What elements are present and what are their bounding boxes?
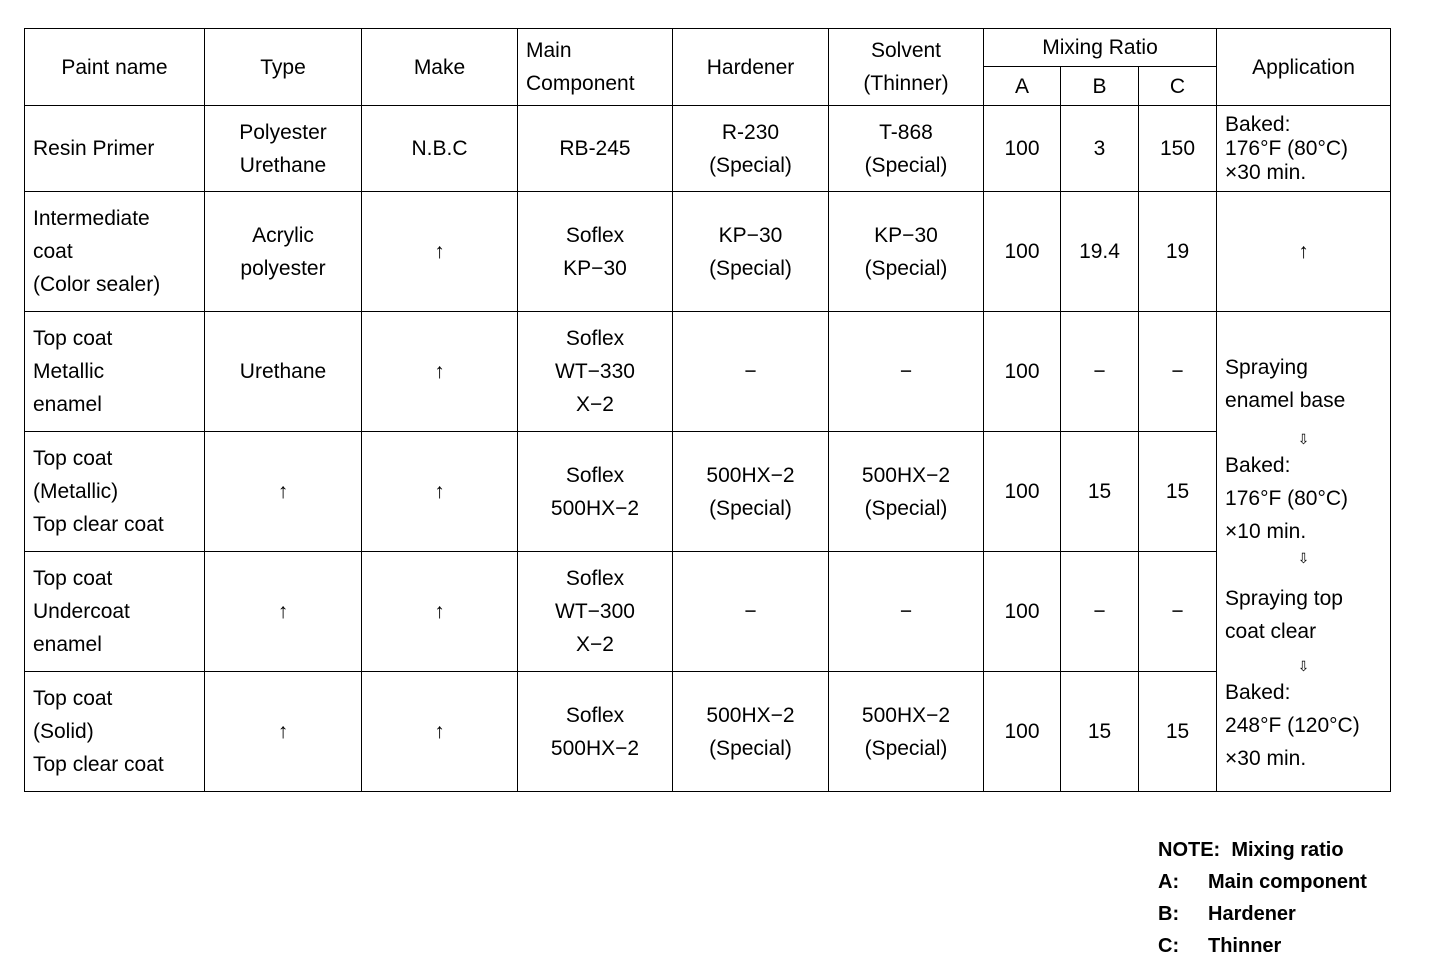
table-row (25, 672, 1391, 792)
cell-paint-name: Resin Primer (25, 106, 205, 192)
cell-ratio-a: 100 (984, 192, 1061, 312)
cell-solvent: 500HX−2 (Special) (829, 432, 984, 552)
header-paint-name: Paint name (25, 29, 205, 106)
cell-type: ↑ (205, 432, 362, 552)
cell-ratio-b: 19.4 (1061, 192, 1139, 312)
cell-make: ↑ (362, 432, 518, 552)
table-row (25, 432, 1391, 552)
note-item-a (1158, 866, 1367, 898)
cell-ratio-a: 100 (984, 432, 1061, 552)
table-row (25, 106, 1391, 192)
down-arrow-icon: ⇩ (1297, 657, 1310, 674)
note-key: C: (1158, 935, 1180, 957)
cell-ratio-b: − (1061, 312, 1139, 432)
cell-application: ↑ (1217, 192, 1391, 312)
cell-make: ↑ (362, 552, 518, 672)
paint-table (24, 28, 1391, 792)
cell-ratio-c: − (1139, 312, 1217, 432)
cell-hardener: KP−30 (Special) (673, 192, 829, 312)
cell-paint-name: Top coat Metallic enamel (25, 312, 205, 432)
cell-main-component: Soflex 500HX−2 (518, 672, 673, 792)
cell-ratio-c: 150 (1139, 106, 1217, 192)
note-item-b (1158, 898, 1367, 930)
cell-hardener: 500HX−2 (Special) (673, 432, 829, 552)
cell-paint-name: Top coat (Solid) Top clear coat (25, 672, 205, 792)
cell-ratio-c: 19 (1139, 192, 1217, 312)
table-row (25, 552, 1391, 672)
note-title: NOTE: Mixing ratio (1158, 839, 1344, 861)
cell-main-component: Soflex KP−30 (518, 192, 673, 312)
cell-solvent: 500HX−2 (Special) (829, 672, 984, 792)
cell-ratio-b: 15 (1061, 672, 1139, 792)
cell-type: ↑ (205, 672, 362, 792)
cell-make: ↑ (362, 312, 518, 432)
table-row (25, 192, 1391, 312)
header-type: Type (205, 29, 362, 106)
down-arrow-icon: ⇩ (1297, 430, 1310, 447)
application-step-spraying-base: Spraying enamel base (1225, 355, 1346, 412)
mixing-ratio-note (1158, 834, 1367, 962)
cell-main-component: Soflex 500HX−2 (518, 432, 673, 552)
cell-ratio-c: − (1139, 552, 1217, 672)
header-application: Application (1217, 29, 1391, 106)
cell-hardener: 500HX−2 (Special) (673, 672, 829, 792)
cell-type: Polyester Urethane (205, 106, 362, 192)
table-row (25, 312, 1391, 432)
application-step-baked-120c: Baked: 248°F (120°C) ×30 min. (1225, 680, 1360, 770)
down-arrow-icon: ⇩ (1297, 549, 1310, 566)
cell-ratio-c: 15 (1139, 432, 1217, 552)
cell-solvent: KP−30 (Special) (829, 192, 984, 312)
cell-ratio-a: 100 (984, 106, 1061, 192)
cell-main-component: RB-245 (518, 106, 673, 192)
cell-hardener: − (673, 312, 829, 432)
cell-make: ↑ (362, 192, 518, 312)
note-value: Hardener (1208, 903, 1296, 925)
application-step-baked-80c: Baked: 176°F (80°C) ×10 min. (1225, 453, 1349, 543)
cell-main-component: Soflex WT−330 X−2 (518, 312, 673, 432)
cell-hardener: R-230 (Special) (673, 106, 829, 192)
header-solvent: Solvent (Thinner) (829, 29, 984, 106)
application-step-spraying-clear: Spraying top coat clear (1225, 586, 1343, 643)
cell-solvent: T-868 (Special) (829, 106, 984, 192)
cell-ratio-b: 15 (1061, 432, 1139, 552)
cell-ratio-a: 100 (984, 552, 1061, 672)
cell-paint-name: Intermediate coat (Color sealer) (25, 192, 205, 312)
cell-main-component: Soflex WT−300 X−2 (518, 552, 673, 672)
cell-paint-name: Top coat (Metallic) Top clear coat (25, 432, 205, 552)
cell-ratio-b: − (1061, 552, 1139, 672)
cell-ratio-b: 3 (1061, 106, 1139, 192)
cell-make: N.B.C (362, 106, 518, 192)
cell-type: ↑ (205, 552, 362, 672)
header-ratio-b: B (1061, 67, 1139, 106)
note-key: B: (1158, 903, 1180, 925)
cell-make: ↑ (362, 672, 518, 792)
note-value: Thinner (1208, 935, 1282, 957)
note-value: Main component (1208, 871, 1367, 893)
cell-ratio-a: 100 (984, 312, 1061, 432)
cell-solvent: − (829, 552, 984, 672)
header-hardener: Hardener (673, 29, 829, 106)
cell-hardener: − (673, 552, 829, 672)
cell-ratio-c: 15 (1139, 672, 1217, 792)
cell-type: Urethane (205, 312, 362, 432)
cell-paint-name: Top coat Undercoat enamel (25, 552, 205, 672)
header-ratio-a: A (984, 67, 1061, 106)
note-key: A: (1158, 871, 1180, 893)
application-process-cell (1217, 312, 1391, 792)
cell-application: Baked: 176°F (80°C) ×30 min. (1217, 106, 1391, 192)
header-make: Make (362, 29, 518, 106)
note-item-c (1158, 930, 1367, 962)
cell-solvent: − (829, 312, 984, 432)
header-mixing-ratio: Mixing Ratio (984, 29, 1217, 67)
header-ratio-c: C (1139, 67, 1217, 106)
header-main-component: Main Component (518, 29, 673, 106)
cell-ratio-a: 100 (984, 672, 1061, 792)
cell-type: Acrylic polyester (205, 192, 362, 312)
